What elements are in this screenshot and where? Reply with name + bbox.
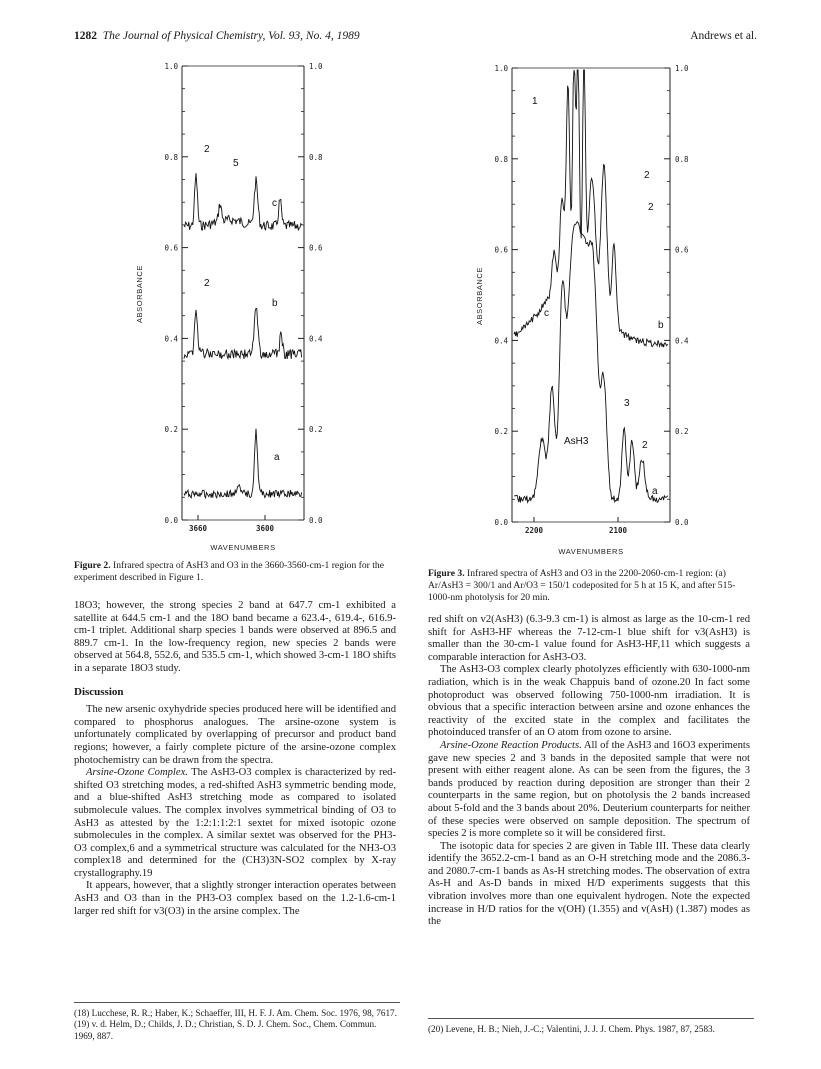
figure-3-ytick-label: 0.2 — [494, 427, 508, 437]
figure-3-ytick-label-right: 0.0 — [675, 518, 689, 527]
subsection-title-complex: Arsine-Ozone Complex. — [86, 767, 188, 779]
figure-3-trace-b — [514, 70, 668, 347]
figure-2-label-species-2-lower: 2 — [204, 278, 210, 289]
running-header-left — [74, 30, 360, 42]
right-references — [428, 1024, 752, 1035]
figure-3-xlabel: WAVENUMBERS — [558, 547, 624, 556]
reference-19: (19) v. d. Helm, D.; Childs, J. D.; Christian, S. D. J. Chem. Soc., Chem. Commun. 1969, 887. — [74, 1019, 377, 1041]
figure-3 — [452, 54, 722, 562]
left-paragraph-4: It appears, however, that a slightly stronger interaction operates between AsH3 and O3 than in the PH3-O3 complex based on the 1.2-1.6-cm-1 larger red shift for v3(O3) in the arsine complex. The — [74, 880, 396, 917]
figure-2-ylabel: ABSORBANCE — [135, 264, 144, 324]
figure-2-ytick-label-right: 0.2 — [309, 425, 323, 435]
figure-2-label-species-2-upper: 2 — [204, 144, 210, 155]
figure-3-label-species-2-b: 2 — [648, 202, 654, 213]
figure-3-ytick-label: 0.4 — [494, 336, 508, 346]
figure-2-ytick-label: 0.0 — [164, 516, 178, 525]
figure-3-caption-label: Figure 3. — [428, 568, 465, 579]
figure-3-ytick-label-right: 0.4 — [675, 336, 689, 346]
running-header-authors: Andrews et al. — [690, 30, 757, 42]
left-paragraph-2: The new arsenic oxyhydride species produced here will be identified and compared to phosphorus analogues. The arsine-ozone system is unfortunately complicated by overlapping of precursor and product band regions; however, a fairly complete picture of the arsine-ozone complex photochemistry can be drawn from the spectra. — [74, 704, 396, 766]
figure-2-label-trace-a: a — [274, 452, 280, 463]
figure-2-xtick-label: 3600 — [255, 524, 275, 533]
figure-3-ytick-label-right: 0.2 — [675, 427, 689, 437]
left-references — [74, 1008, 398, 1042]
figure-2-ytick-label-right: 0.6 — [309, 243, 323, 253]
right-paragraph-2: The AsH3-O3 complex clearly photolyzes efficiently with 630-1000-nm radiation, which is in the weak Chappuis band of ozone.20 In fact some photoproduct was observed following 750-1000-nm irradiation. It is obvious that a specific interaction between arsine and ozone enhances the reactivity of the excited state in the complex and facilitates the photoinduced transfer of an O atom from ozone to arsine. — [428, 664, 750, 739]
figure-3-ytick-label: 0.8 — [494, 154, 508, 164]
figure-3-label-trace-a: a — [652, 486, 658, 497]
figure-2-trace-b — [184, 308, 302, 359]
figure-2-xlabel: WAVENUMBERS — [210, 543, 276, 552]
journal-citation: The Journal of Physical Chemistry, Vol. 93, No. 4, 1989 — [102, 30, 360, 42]
figure-2-label-species-5: 5 — [233, 158, 239, 169]
left-paragraph-1: 18O3; however, the strong species 2 band at 647.7 cm-1 exhibited a satellite at 644.5 cm-1 and the 18O band became a 623.4-, 619.4-, 616.9-cm-1 triplet. Additional sharp species 1 bands were observed at 896.5 and 889.7 cm-1. In the low-frequency region, new species 2 bands were observed at 564.8, 552.6, and 535.5 cm-1, which showed 3-cm-1 18O shifts in a separate 18O3 study. — [74, 600, 396, 674]
figure-3-label-species-2-c: 2 — [642, 440, 648, 451]
left-footnote-rule — [74, 1002, 400, 1003]
figure-3-label-arsine: AsH3 — [564, 436, 589, 447]
figure-2-ytick-label-right: 0.0 — [309, 516, 323, 525]
figure-2-ytick-label: 0.8 — [164, 152, 178, 162]
figure-3-label-species-2-a: 2 — [644, 170, 650, 181]
figure-3-caption-text: Infrared spectra of AsH3 and O3 in the 2200-2060-cm-1 region: (a) Ar/AsH3 = 300/1 and Ar/O3 = 150/1 codeposited for 5 h at 15 K, and after 515-1000-nm photolysis for 20 min. — [428, 568, 736, 603]
reference-20: (20) Levene, H. B.; Nieh, J.-C.; Valentini, J. J. J. Chem. Phys. 1987, 87, 2583. — [428, 1024, 715, 1034]
figure-3-trace-a — [514, 222, 668, 503]
figure-2-caption-label: Figure 2. — [74, 560, 111, 571]
figure-3-ytick-label: 0.6 — [494, 245, 508, 255]
figure-2-ytick-label: 1.0 — [164, 62, 178, 71]
figure-2-trace-c — [184, 173, 302, 230]
figure-3-ytick-label-right: 1.0 — [675, 64, 689, 73]
page-number: 1282 — [74, 30, 97, 42]
figure-2-ytick-label-right: 1.0 — [309, 62, 323, 71]
figure-3-ylabel: ABSORBANCE — [475, 266, 484, 326]
figure-3-label-species-1: 1 — [532, 96, 538, 107]
figure-2-ytick-label-right: 0.8 — [309, 152, 323, 162]
left-column — [74, 600, 396, 918]
right-paragraph-1: red shift on v2(AsH3) (6.3-9.3 cm-1) is almost as large as the 10-cm-1 red shift for AsH3-HF whereas the 7-12-cm-1 blue shift for v3(AsH3) is smaller than the 30-cm-1 value found for AsH3-HF,11 which suggests a comparable interaction for AsH3-O3. — [428, 614, 750, 663]
figure-2-ytick-label: 0.4 — [164, 334, 178, 344]
figure-3-spectrum — [452, 54, 722, 562]
figure-3-xtick-label: 2200 — [524, 526, 544, 535]
figure-3-ytick-label-right: 0.6 — [675, 245, 689, 255]
right-paragraph-4: The isotopic data for species 2 are given in Table III. These data clearly identify the 3652.2-cm-1 band as an O-H stretching mode and the 2086.3- and 2080.7-cm-1 bands as As-H stretching modes. The observation of extra As-H and As-D bands in mixed H/D experiments suggests that this vibration involves more than one equivalent hydrogen. Note the expected increase in H/D ratios for the v(OH) (1.355) and v(AsH) (1.387) modes as the — [428, 840, 750, 928]
right-paragraph-3: Arsine-Ozone Reaction Products. All of the AsH3 and 16O3 experiments gave new species 2 and 3 bands in the deposited sample that were not present with either reagent alone. As can be seen from the figures, the 3 bands produced by reaction during deposition are stronger than their 2 counterparts in the same region, but on photolysis the 2 bands increased about 5-fold and the 3 bands about 20%. Deuterium counterparts for neither of these species were observed on sample deposition. The spectrum of species 2 is more complete so it will be considered first. — [428, 739, 750, 840]
figure-3-ytick-label: 1.0 — [494, 64, 508, 73]
left-paragraph-3: Arsine-Ozone Complex. The AsH3-O3 complex is characterized by red-shifted O3 stretching modes, a red-shifted AsH3 symmetric bending mode, and a blue-shifted AsH3 stretching mode as compared to isolated submolecule values. The complex involves symmetrical binding of O3 to AsH3 as attested by the 1:2:1:1:2:1 sextet for mixed isotopic ozone submolecules in the complex. A similar sextet was observed for the PH3-O3 complex,6 and a symmetrical structure was calculated for the NH3-O3 complex18 and determined for the (CH3)3N-SO2 complex by X-ray crystallography.19 — [74, 767, 396, 879]
figure-2-caption-text: Infrared spectra of AsH3 and O3 in the 3660-3560-cm-1 region for the experiment described in Figure 1. — [74, 560, 384, 583]
figure-3-caption — [428, 568, 748, 604]
figure-3-xtick-label: 2100 — [608, 526, 628, 535]
figure-2-trace-a — [184, 429, 302, 498]
reference-18: (18) Lucchese, R. R.; Haber, K.; Schaeffer, III, H. F. J. Am. Chem. Soc. 1976, 98, 7617. — [74, 1008, 397, 1018]
figure-2-spectrum — [120, 54, 380, 552]
subsection-title-products: Arsine-Ozone Reaction Products. — [440, 739, 582, 751]
right-footnote-rule — [428, 1018, 754, 1019]
figure-3-label-trace-c: c — [544, 308, 549, 319]
figure-3-label-species-3: 3 — [624, 398, 630, 409]
figure-3-label-trace-b: b — [658, 320, 664, 331]
figure-2-ytick-label: 0.6 — [164, 243, 178, 253]
figure-2 — [120, 54, 380, 552]
figure-3-ytick-label: 0.0 — [494, 518, 508, 527]
figure-2-label-trace-c: c — [272, 198, 277, 209]
figure-2-caption — [74, 560, 394, 584]
section-heading-discussion: Discussion — [74, 685, 124, 698]
figure-2-label-trace-b: b — [272, 298, 278, 309]
figure-3-ytick-label-right: 0.8 — [675, 154, 689, 164]
right-column — [428, 614, 750, 929]
figure-2-ytick-label-right: 0.4 — [309, 334, 323, 344]
figure-2-xtick-label: 3660 — [188, 524, 208, 533]
figure-2-ytick-label: 0.2 — [164, 425, 178, 435]
